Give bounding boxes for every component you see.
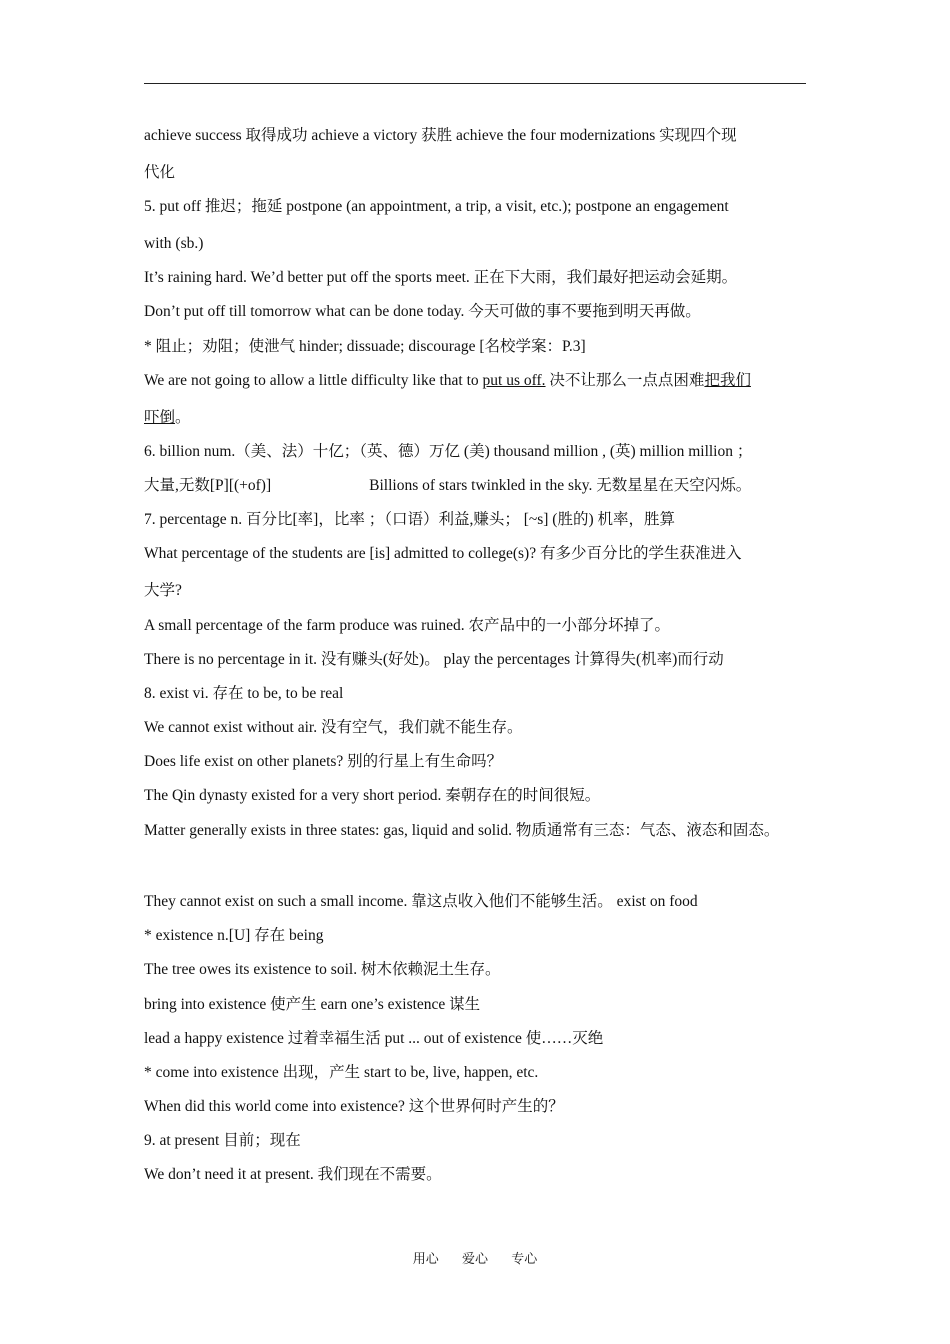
- footer-word: 爱心: [461, 1251, 488, 1266]
- text-span: 决不让那么一点点困难: [545, 372, 705, 389]
- example-sentence: They cannot exist on such a small income. 靠这点收入他们不能够生活。 exist on food: [144, 893, 698, 910]
- example-sentence: What percentage of the students are [is] admitted to college(s)? 有多少百分比的学生获准进入: [144, 545, 742, 562]
- entry-heading: * existence n.[U] 存在 being: [144, 927, 324, 944]
- entry-heading: 7. percentage n. 百分比[率]，比率 ；（口语）利益,赚头； [~s] (胜的) 机率，胜算: [144, 511, 676, 528]
- header-rule: [144, 83, 806, 84]
- example-sentence: The tree owes its existence to soil. 树木依赖泥土生存。: [144, 961, 501, 978]
- example-sentence: Matter generally exists in three states: gas, liquid and solid. 物质通常有三态：气态、液态和固态。: [144, 822, 780, 839]
- text-line: bring into existence 使产生 earn one’s existence 谋生: [144, 996, 481, 1013]
- entry-heading: 9. at present 目前；现在: [144, 1132, 301, 1149]
- underlined-phrase: put us off.: [482, 372, 546, 389]
- example-sentence: We don’t need it at present. 我们现在不需要。: [144, 1166, 442, 1183]
- example-sentence: Does life exist on other planets? 别的行星上有生命吗？: [144, 753, 503, 770]
- entry-heading: 8. exist vi. 存在 to be, to be real: [144, 685, 344, 702]
- entry-heading: * come into existence 出现，产生 start to be, live, happen, etc.: [144, 1064, 539, 1081]
- text-line: achieve success 取得成功 achieve a victory 获胜 achieve the four modernizations 实现四个现: [144, 127, 737, 144]
- underlined-phrase: 把我们: [704, 372, 751, 389]
- underlined-phrase: 吓倒: [144, 409, 176, 426]
- text-line: 大学?: [144, 582, 182, 599]
- text-line: 代化: [144, 164, 176, 181]
- text-line: [144, 408, 191, 428]
- footer-word: 用心: [412, 1251, 439, 1266]
- footer-word: 专心: [511, 1251, 538, 1266]
- entry-heading: 5. put off 推迟；拖延 postpone (an appointment, a trip, a visit, etc.); postpone an engagement: [144, 198, 729, 215]
- example-sentence: There is no percentage in it. 没有赚头(好处)。 play the percentages 计算得失(机率)而行动: [144, 651, 724, 668]
- example-sentence: A small percentage of the farm produce was ruined. 农产品中的一小部分坏掉了。: [144, 617, 671, 634]
- text-line: with (sb.): [144, 235, 204, 252]
- example-sentence: [144, 371, 751, 391]
- example-sentence: It’s raining hard. We’d better put off the sports meet. 正在下大雨，我们最好把运动会延期。: [144, 269, 738, 286]
- example-sentence: We cannot exist without air. 没有空气，我们就不能生存。: [144, 719, 523, 736]
- text-line: lead a happy existence 过着幸福生活 put ... out of existence 使……灭绝: [144, 1030, 604, 1047]
- text-line: * 阻止；劝阻；使泄气 hinder; dissuade; discourage [名校学案：P.3]: [144, 338, 586, 355]
- example-sentence: When did this world come into existence? 这个世界何时产生的？: [144, 1098, 564, 1115]
- example-sentence: Billions of stars twinkled in the sky. 无数星星在天空闪烁。: [369, 477, 752, 494]
- example-sentence: The Qin dynasty existed for a very short period. 秦朝存在的时间很短。: [144, 787, 601, 804]
- text-span: We are not going to allow a little difficulty like that to: [144, 372, 483, 389]
- example-sentence: Don’t put off till tomorrow what can be done today. 今天可做的事不要拖到明天再做。: [144, 303, 701, 320]
- page-footer: [0, 1248, 950, 1267]
- text-line: [144, 476, 751, 496]
- entry-heading: 6. billion num.（美、法）十亿；（英、德）万亿 (美) thousand million , (英) million million ；: [144, 443, 753, 460]
- text-span: 。: [175, 409, 191, 426]
- text-span: 大量,无数[P][(+of)]: [144, 477, 272, 494]
